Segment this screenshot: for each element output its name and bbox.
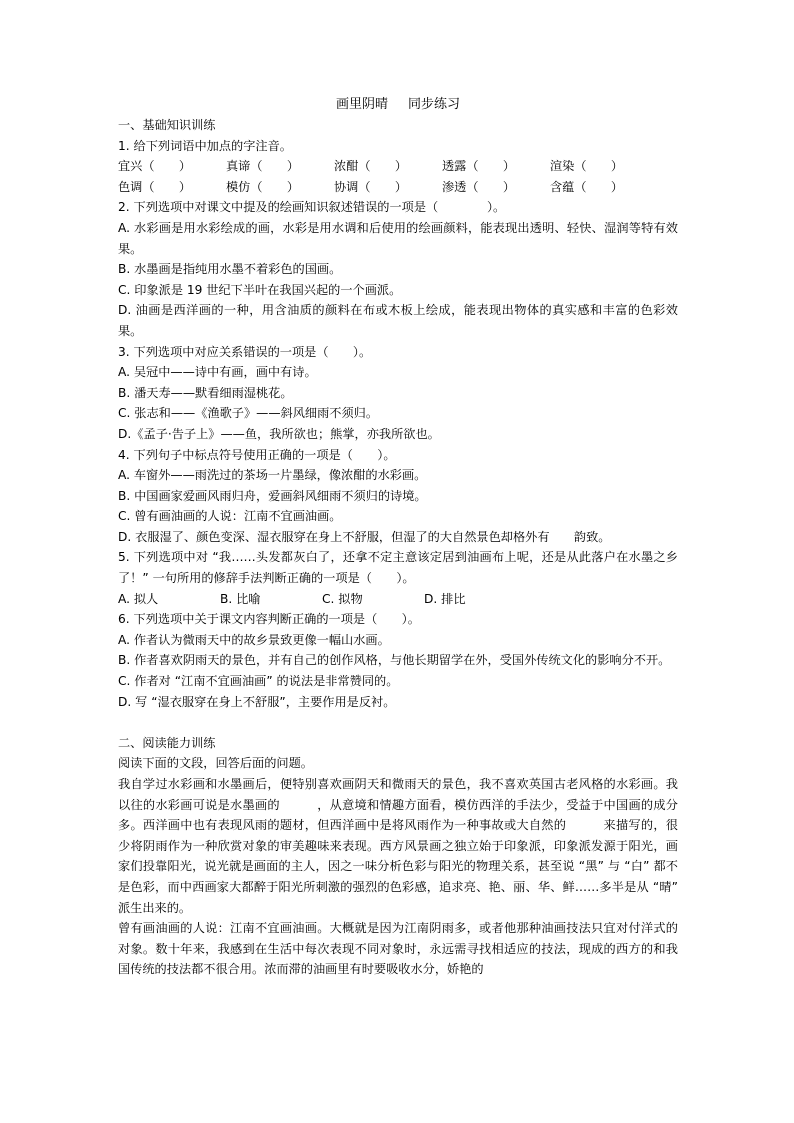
- q4-option-b: B. 中国画家爱画风雨归舟，爱画斜风细雨不须归的诗境。: [118, 488, 427, 503]
- q5-options: [118, 589, 678, 610]
- title-main: 画里阴晴: [335, 97, 388, 112]
- q2-option-a: A. 水彩画是用水彩绘成的画，水彩是用水调和后使用的绘画颜料，能表现出透明、轻快、湿润等特有效果。: [118, 220, 678, 256]
- q1-item: 协调（ ）: [334, 179, 408, 194]
- q6-stem: 6. 下列选项中关于课文内容判断正确的一项是（ ）。: [118, 612, 420, 627]
- q3-option-c: C. 张志和——《渔歌子》——斜风细雨不须归。: [118, 406, 379, 421]
- q1-row-1: [118, 156, 678, 177]
- q4-option-d: D. 衣服湿了、颜色变深、湿衣服穿在身上不舒服，但湿了的大自然景色却格外有 韵致。: [118, 529, 611, 544]
- q5-option: B. 比喻: [220, 591, 261, 606]
- reading-paragraph-1: 我自学过水彩画和水墨画后，便特别喜欢画阴天和微雨天的景色，我不喜欢英国古老风格的水彩画。我以往的水彩画可说是水墨画的 ，从意境和情趣方面看，模仿西洋的手法少，受益于中国画的成分多。西洋画中也有表现风雨的题材，但西洋画中是将风雨作为一种事故或大自然的 来描写的，很少将阴雨作为一种欣赏对象的审美趣味来表现。西方风景画之独立始于印象派，印象派发源于阳光，画家们投靠阳光，说光就是画面的主人，因之一味分析色彩与阳光的物理关系，甚至说 “黑” 与 “白” 都不是色彩，而中西画家大都醉于阳光所刺激的强烈的色彩感，追求亮、艳、丽、华、鲜……多半是从 “晴” 派生出来的。: [118, 777, 678, 915]
- q1-item: 浓酣（ ）: [334, 159, 408, 174]
- q1-item: 宜兴（ ）: [118, 159, 192, 174]
- q6-option-b: B. 作者喜欢阴雨天的景色，并有自己的创作风格，与他长期留学在外，受国外传统文化的影响分不开。: [118, 653, 671, 668]
- worksheet-page: [118, 95, 678, 980]
- spacer: [118, 712, 678, 733]
- q1-item: 透露（ ）: [442, 159, 516, 174]
- q2-stem: 2. 下列选项中对课文中提及的绘画知识叙述错误的一项是（ ）。: [118, 200, 506, 215]
- page-title: [118, 95, 678, 115]
- q1-item: 真谛（ ）: [226, 159, 300, 174]
- q6-option-a: A. 作者认为微雨天中的故乡景致更像一幅山水画。: [118, 632, 390, 647]
- q4-option-a: A. 车窗外——雨洗过的茶场一片墨绿，像浓酣的水彩画。: [118, 468, 427, 483]
- q3-option-a: A. 吴冠中——诗中有画，画中有诗。: [118, 365, 317, 380]
- q2-option-b: B. 水墨画是指纯用水墨不着彩色的国画。: [118, 262, 342, 277]
- q5-stem: 5. 下列选项中对 “我……头发都灰白了，还拿不定主意该定居到油画布上呢，还是从此落户在水墨之乡了！” 一句所用的修辞手法判断正确的一项是（ ）。: [118, 550, 678, 586]
- q3-option-d: D.《孟子·告子上》——鱼，我所欲也；熊掌，亦我所欲也。: [118, 426, 440, 441]
- q5-option: C. 拟物: [322, 591, 363, 606]
- q5-option: D. 排比: [424, 591, 466, 606]
- q4-stem: 4. 下列句子中标点符号使用正确的一项是（ ）。: [118, 447, 396, 462]
- reading-paragraph-2: 曾有画油画的人说：江南不宜画油画。大概就是因为江南阴雨多，或者他那种油画技法只宜对付洋式的对象。数十年来，我感到在生活中每次表现不同对象时，永远需寻找相适应的技法，现成的西方的和我国传统的技法都不很合用。浓而滞的油画里有时要吸收水分，娇艳的: [118, 921, 678, 977]
- reading-instruction: 阅读下面的文段，回答后面的问题。: [118, 756, 313, 771]
- q1-item: 渲染（ ）: [550, 159, 624, 174]
- q6-option-d: D. 写 “湿衣服穿在身上不舒服”，主要作用是反衬。: [118, 694, 396, 709]
- q3-option-b: B. 潘天寿——默看细雨湿桃花。: [118, 385, 293, 400]
- q5-option: A. 拟人: [118, 591, 159, 606]
- q1-row-2: [118, 177, 678, 198]
- q2-option-c: C. 印象派是 19 世纪下半叶在我国兴起的一个画派。: [118, 282, 402, 297]
- q1-stem: 1. 给下列词语中加点的字注音。: [118, 138, 292, 153]
- section-heading-reading: 二、阅读能力训练: [118, 735, 216, 750]
- q1-item: 模仿（ ）: [226, 179, 300, 194]
- q1-item: 色调（ ）: [118, 179, 192, 194]
- q1-item: 含蕴（ ）: [550, 179, 624, 194]
- q4-option-c: C. 曾有画油画的人说：江南不宜画油画。: [118, 509, 342, 524]
- q6-option-c: C. 作者对 “江南不宜画油画” 的说法是非常赞同的。: [118, 674, 399, 689]
- q1-item: 渗透（ ）: [442, 179, 516, 194]
- q2-option-d: D. 油画是西洋画的一种，用含油质的颜料在布或木板上绘成，能表现出物体的真实感和丰富的色彩效果。: [118, 303, 678, 338]
- q3-stem: 3. 下列选项中对应关系错误的一项是（ ）。: [118, 344, 372, 359]
- section-heading-basic: 一、基础知识训练: [118, 118, 216, 132]
- title-subtitle: 同步练习: [408, 97, 461, 112]
